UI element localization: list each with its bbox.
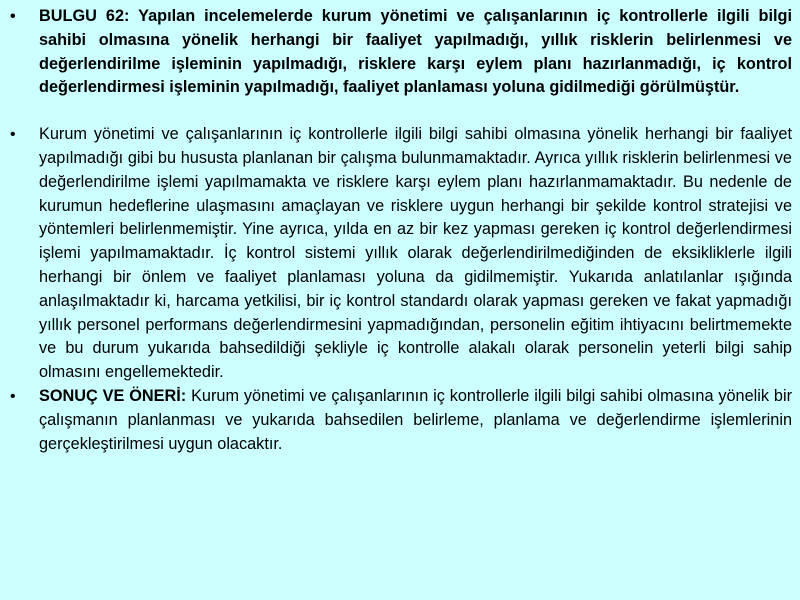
- explanation-text: Kurum yönetimi ve çalışanlarının iç kontrollerle ilgili bilgi sahibi olmasına yönelik herhangi bir faaliyet yapılmadığı gibi bu hususta planlanan bir çalışma bulunmamaktadır. Ayrıca yıllık risklerin belirlenmesi ve değerlendirilme işlemi yapılmamakta ve risklere karşı eylem planı hazırlanmamaktadır. Bu nedenle de kurumun hedeflerine ulaşmasını amaçlayan ve risklere uygun herhangi bir şekilde kontrol stratejisi ve yöntemleri belirlenmemiştir. Yine ayrıca, yılda en az bir kez yapması gereken iç kontrol değerlendirmesi işlemi yapılmamaktadır. İç kontrol sistemi yıllık olarak değerlendirilmediğinden de eksikliklerle ilgili herhangi bir önlem ve faaliyet planlaması yoluna da gidilmemiştir. Yukarıda anlatılanlar ışığında anlaşılmaktadır ki, harcama yetkilisi, bir iç kontrol standardı olarak yapması gereken ve fakat yapmadığı yıllık personel performans değerlendirmesini yapmadığından, personelin eğitim ihtiyacını belirtmemekte ve bu durum yukarıda bahsedildiği şekliyle iç kontrolle alakalı olarak personelin yeterli bilgi sahip olmasını engellemektedir.: [39, 125, 792, 382]
- conclusion-heading: SONUÇ VE ÖNERİ:: [39, 386, 187, 405]
- bullet-item-conclusion: [8, 385, 792, 456]
- bullet-icon: •: [10, 126, 16, 144]
- bullet-item-explanation: [8, 123, 792, 385]
- bullet-item-finding: [8, 5, 792, 100]
- bullet-icon: •: [10, 387, 16, 405]
- bullet-list: [8, 5, 792, 456]
- finding-text: BULGU 62: Yapılan incelemelerde kurum yönetimi ve çalışanlarının iç kontrollerle ilgili bilgi sahibi olmasına yönelik herhangi bir faaliyet yapılmadığı, yıllık risklerin belirlenmesi ve değerlendirilme işleminin yapılmadığı, risklere karşı eylem planı hazırlanmadığı, iç kontrol değerlendirmesi işleminin yapılmadığı, faaliyet planlaması yoluna gidilmediği görülmüştür.: [39, 7, 792, 97]
- bullet-icon: •: [10, 8, 16, 25]
- conclusion-text: Kurum yönetimi ve çalışanlarının iç kontrollerle ilgili bilgi sahibi olmasına yönelik bir çalışmanın planlanması ve yukarıda bahsedilen belirleme, planlama ve değerlendirme işlemlerinin gerçekleştirilmesi uygun olacaktır.: [39, 386, 792, 453]
